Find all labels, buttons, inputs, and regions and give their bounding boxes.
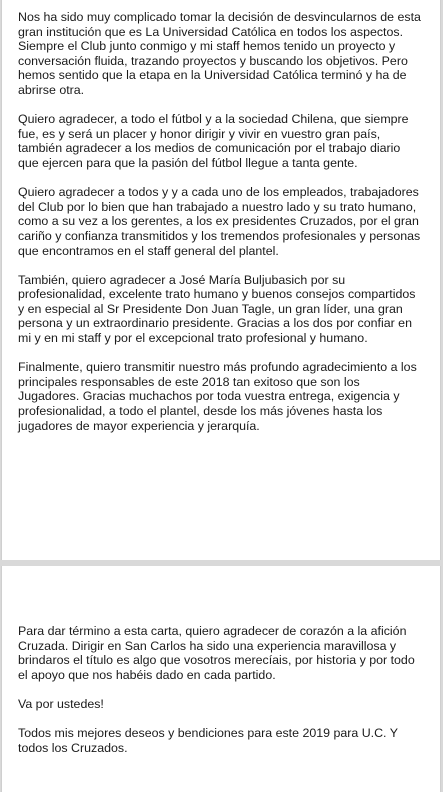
paragraph-va-por-ustedes: Va por ustedes!: [18, 696, 104, 711]
paragraph-best-wishes: Todos mis mejores deseos y bendiciones para este 2019 para U.C. Y todos los Cruzados.: [18, 726, 398, 755]
letter-page-2: [1, 566, 441, 792]
paragraph-thanks-fans: Para dar término a esta carta, quiero agradecer de corazón a la afición Cruzada. Dirigir en San Carlos ha sido una experiencia maravillosa y brindaros el título es algo que vosotros merecíais, por historia y por todo el apoyo que nos habéis dado en cada partido.: [18, 624, 415, 682]
paragraph-farewell: Nos ha sido muy complicado tomar la decisión de desvincularnos de esta gran institución que es La Universidad Católica en todos los aspectos. Siempre el Club junto conmigo y mi staff hemos tenido un proyecto y conversación fluida, trazando proyectos y buscando los objetivos. Pero hemos sentido que la etapa en la Universidad Católica terminó y ha de abrirse otra.: [18, 10, 421, 97]
letter-page-1: [1, 0, 441, 560]
paragraph-thanks-staff: Quiero agradecer a todos y y a cada uno de los empleados, trabajadores del Club por lo bien que han trabajado a nuestro lado y su trato humano, como a su vez a los gerentes, a los ex presidentes Cruzados, por el gran cariño y confianza transmitidos y los tremendos profesionales y personas que encontramos en el staff general del plantel.: [18, 185, 421, 258]
paragraph-thanks-players: Finalmente, quiero transmitir nuestro más profundo agradecimiento a los principales responsables de este 2018 tan exitoso que son los Jugadores. Gracias muchachos por toda vuestra entrega, exigencia y profesionalidad, a todo el plantel, desde los más jóvenes hasta los jugadores de mayor experiencia y jerarquía.: [18, 360, 417, 433]
paragraph-thanks-president: También, quiero agradecer a José María Buljubasich por su profesionalidad, excelente trato humano y buenos consejos compartidos y en especial al Sr Presidente Don Juan Tagle, un gran líder, una gran persona y un extraordinario presidente. Gracias a los dos por confiar en mi y en mi staff y por el excepcional trato profesional y humano.: [18, 272, 416, 346]
paragraph-thanks-chile: Quiero agradecer, a todo el fútbol y a la sociedad Chilena, que siempre fue, es y será un placer y honor dirigir y vivir en vuestro gran país, también agradecer a los medios de comunicación por el trabajo diario que ejercen para que la pasión del fútbol llegue a tanta gente.: [18, 112, 409, 170]
